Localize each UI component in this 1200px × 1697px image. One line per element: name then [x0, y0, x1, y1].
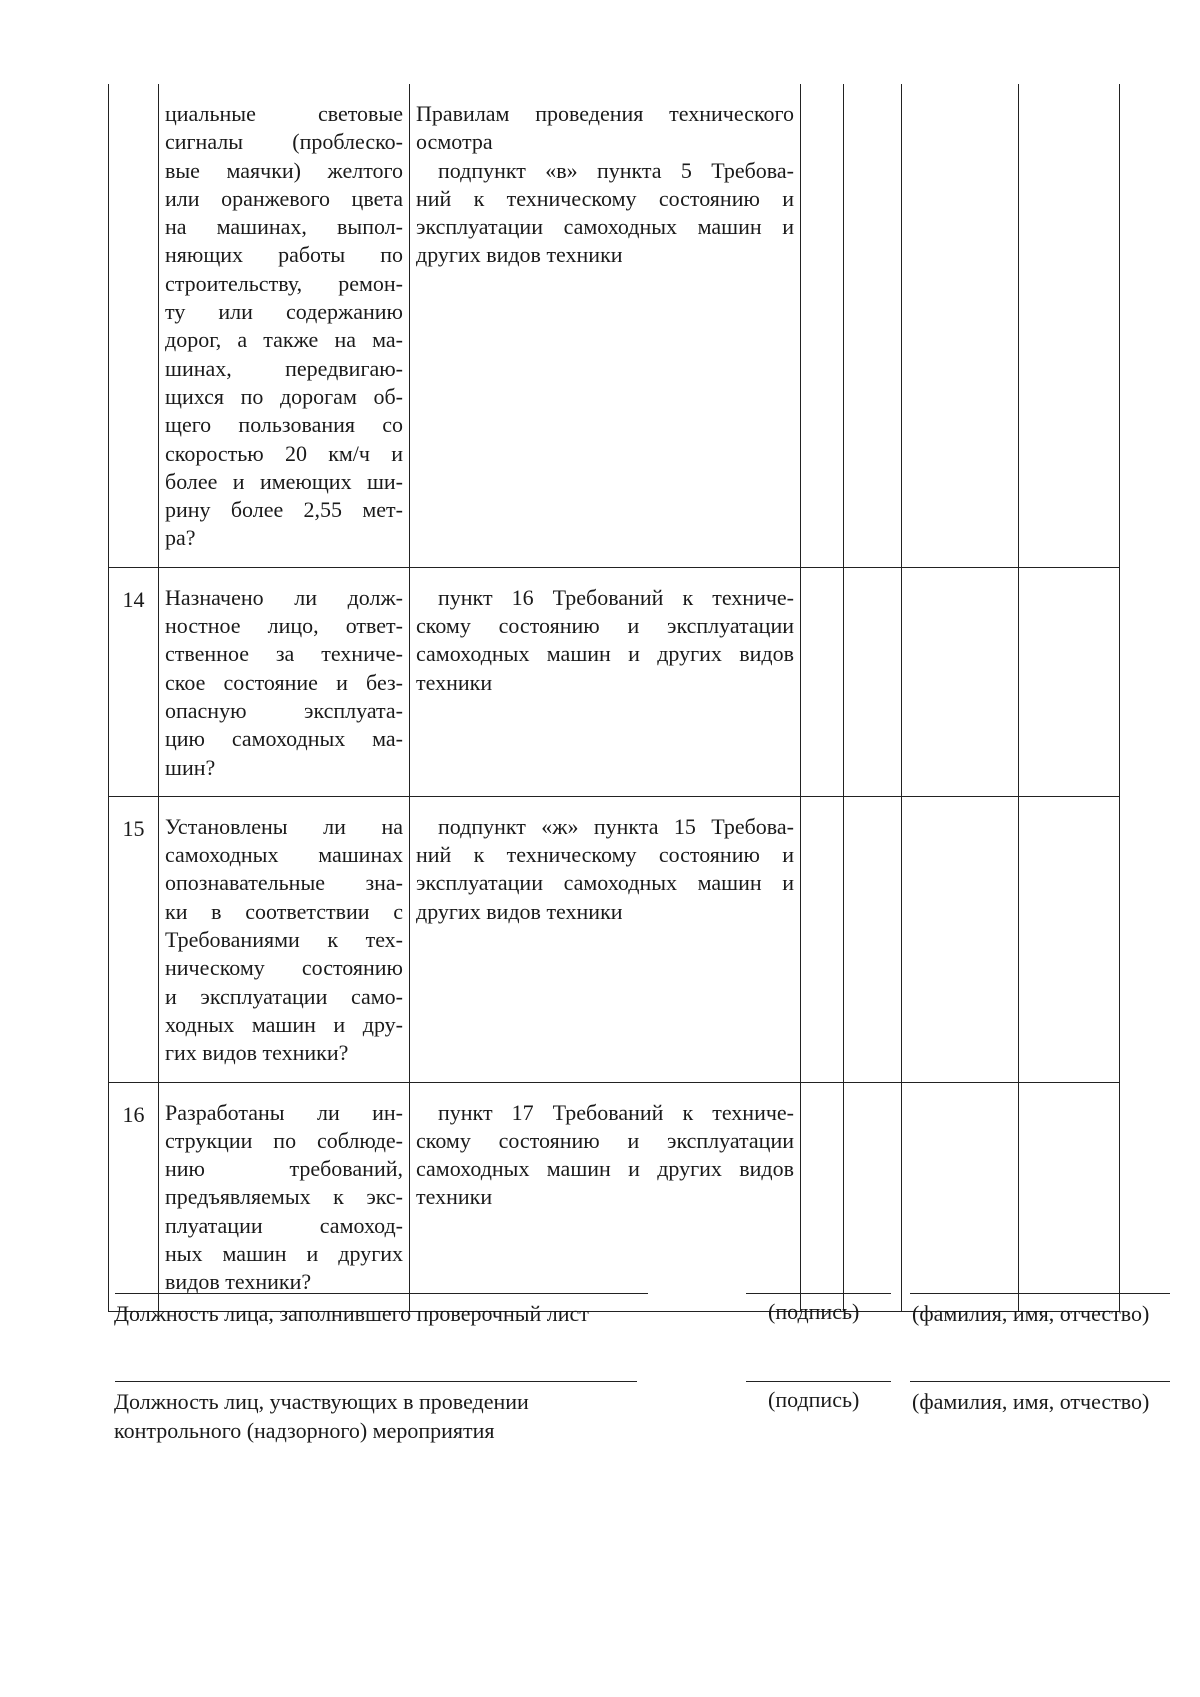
name-label-2: (фамилия, имя, отчество) — [912, 1389, 1150, 1414]
question-line: Разработаны ли ин- — [165, 1099, 403, 1125]
question-line: Установлены ли на — [165, 813, 403, 839]
question-line: нию требований, — [165, 1156, 403, 1182]
reference-line: осмотра — [416, 129, 493, 155]
reference-line: пункт 17 Требований к техниче- — [438, 1099, 794, 1125]
question-line: Назначено ли долж- — [165, 584, 403, 610]
row-number: 14 — [109, 567, 159, 796]
empty-answer-cell — [1019, 567, 1120, 796]
question-line: более и имеющих ши- — [165, 468, 403, 494]
empty-answer-cell — [902, 567, 1019, 796]
empty-answer-cell — [801, 567, 844, 796]
table-row — [109, 84, 1120, 567]
reference-line: ний к техническому состоянию и — [416, 842, 794, 868]
position-label-2-line-1: Должность лиц, участвующих в проведении — [114, 1389, 529, 1414]
empty-answer-cell — [801, 1082, 844, 1311]
question-line: ническому состоянию — [165, 955, 403, 981]
question-line: строительству, ремон- — [165, 270, 403, 296]
position-line-2 — [115, 1381, 637, 1382]
question-cell — [159, 1082, 410, 1311]
question-line: опознавательные зна- — [165, 870, 403, 896]
empty-answer-cell — [902, 84, 1019, 567]
reference-line: пункт 16 Требований к техниче- — [438, 584, 794, 610]
question-line: щего пользования со — [165, 412, 403, 438]
reference-line: подпункт «ж» пункта 15 Требова- — [438, 813, 794, 839]
question-cell — [159, 567, 410, 796]
reference-cell — [410, 1082, 801, 1311]
reference-line: техники — [416, 1184, 493, 1210]
reference-line: ний к техническому состоянию и — [416, 185, 794, 211]
empty-answer-cell — [902, 1082, 1019, 1311]
question-line: цию самоходных ма- — [165, 726, 403, 752]
question-line: плуатации самоход- — [165, 1212, 403, 1238]
question-line: гих видов техники? — [165, 1040, 349, 1066]
question-line: рину более 2,55 мет- — [165, 497, 403, 523]
question-line: ных машин и других — [165, 1240, 403, 1266]
question-line: Требованиями к тех- — [165, 927, 403, 953]
name-line-1 — [910, 1293, 1170, 1294]
question-line: сигналы (проблеско- — [165, 129, 403, 155]
empty-answer-cell — [1019, 84, 1120, 567]
signature-label-1: (подпись) — [768, 1299, 860, 1324]
question-line: видов техники? — [165, 1269, 312, 1295]
reference-line: техники — [416, 669, 493, 695]
reference-line: скому состоянию и эксплуатации — [416, 613, 794, 639]
name-label-1: (фамилия, имя, отчество) — [912, 1301, 1150, 1326]
empty-answer-cell — [844, 796, 902, 1082]
position-label-1: Должность лица, заполнившего проверочный лист — [114, 1301, 589, 1326]
empty-answer-cell — [844, 84, 902, 567]
reference-cell — [410, 84, 801, 567]
reference-line: других видов техники — [416, 242, 623, 268]
question-line: няющих работы по — [165, 242, 403, 268]
question-cell — [159, 84, 410, 567]
empty-answer-cell — [844, 567, 902, 796]
row-number: 16 — [109, 1082, 159, 1311]
question-line: ское состояние и без- — [165, 669, 403, 695]
checklist-table — [108, 84, 1120, 1312]
question-line: ки в соответствии с — [165, 898, 403, 924]
signature-line-2 — [746, 1381, 891, 1382]
question-line: ностное лицо, ответ- — [165, 613, 403, 639]
reference-line: Правилам проведения технического — [416, 101, 794, 126]
reference-cell — [410, 796, 801, 1082]
reference-line: подпункт «в» пункта 5 Требова- — [438, 157, 794, 183]
question-line: ственное за техниче- — [165, 641, 403, 667]
table-row — [109, 796, 1120, 1082]
question-line: на машинах, выпол- — [165, 214, 403, 240]
question-line: предъявляемых к экс- — [165, 1184, 403, 1210]
reference-line: скому состоянию и эксплуатации — [416, 1127, 794, 1153]
table-row — [109, 567, 1120, 796]
question-cell — [159, 796, 410, 1082]
question-line: ра? — [165, 525, 196, 551]
question-line: дорог, а также на ма- — [165, 327, 403, 353]
position-label-2-line-2: контрольного (надзорного) мероприятия — [114, 1418, 495, 1443]
question-line: опасную эксплуата- — [165, 697, 403, 723]
name-line-2 — [910, 1381, 1170, 1382]
empty-answer-cell — [1019, 796, 1120, 1082]
empty-answer-cell — [801, 84, 844, 567]
position-line-1 — [115, 1293, 648, 1294]
row-number: 15 — [109, 796, 159, 1082]
empty-answer-cell — [902, 796, 1019, 1082]
signature-label-2: (подпись) — [768, 1387, 860, 1412]
question-line: и эксплуатации само- — [165, 983, 403, 1009]
question-line: самоходных машинах — [165, 842, 403, 868]
reference-line: других видов техники — [416, 898, 623, 924]
table-row — [109, 1082, 1120, 1311]
question-line: ту или содержанию — [165, 299, 403, 325]
question-line: струкции по соблюде- — [165, 1127, 403, 1153]
reference-line: самоходных машин и других видов — [416, 641, 794, 667]
reference-line: эксплуатации самоходных машин и — [416, 214, 794, 240]
question-line: ходных машин и дру- — [165, 1011, 403, 1037]
row-number — [109, 84, 159, 567]
reference-cell — [410, 567, 801, 796]
question-line: циальные световые — [165, 101, 403, 126]
question-line: вые маячки) желтого — [165, 157, 403, 183]
question-line: щихся по дорогам об- — [165, 383, 403, 409]
reference-line: эксплуатации самоходных машин и — [416, 870, 794, 896]
empty-answer-cell — [844, 1082, 902, 1311]
question-line: шин? — [165, 754, 216, 780]
empty-answer-cell — [801, 796, 844, 1082]
reference-line: самоходных машин и других видов — [416, 1156, 794, 1182]
signature-line-1 — [746, 1293, 891, 1294]
empty-answer-cell — [1019, 1082, 1120, 1311]
question-line: шинах, передвигаю- — [165, 355, 403, 381]
question-line: скоростью 20 км/ч и — [165, 440, 403, 466]
question-line: или оранжевого цвета — [165, 185, 403, 211]
